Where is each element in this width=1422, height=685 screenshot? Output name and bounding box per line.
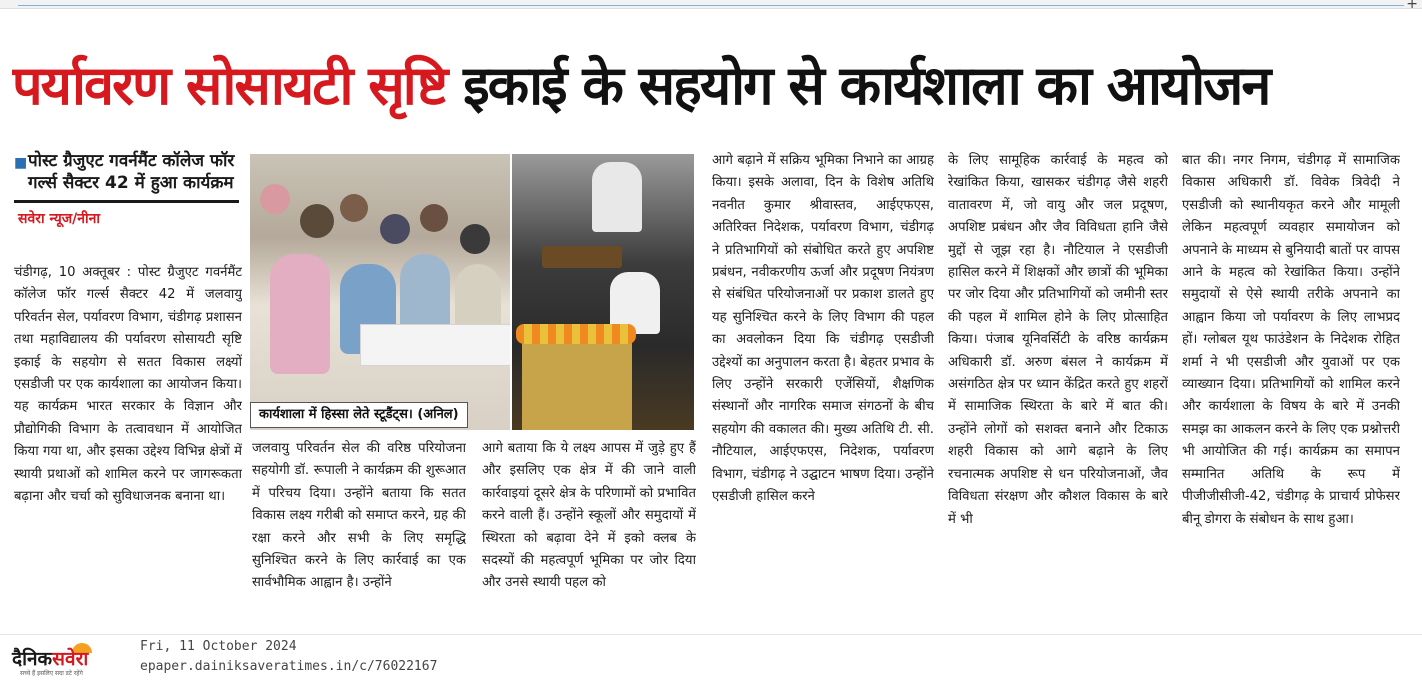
speakers-photo: [512, 154, 694, 430]
subheading-block: [14, 150, 239, 228]
audience-photo: [250, 154, 510, 430]
logo-tagline: सच्चे हैं इसलिए सदा डटे रहेंगे: [20, 670, 83, 677]
podium-2: [522, 334, 632, 430]
byline: सवेरा न्यूज/नीना: [18, 211, 101, 227]
article-column-3: आगे बताया कि ये लक्ष्य आपस में जुड़े हुए हैं और इसलिए एक क्षेत्र में की जाने वाली कार्रवाइयां दूसरे क्षेत्र के परिणामों को प्रभावित करने वाली हैं। उन्होंने स्कूलों और समुदायों में स्थिरता को बढ़ावा देने में इको क्लब के सदस्यों की महत्वपूर्ण भूमिका पर जोर दिया और उनसे स्थायी पहल को: [482, 441, 696, 591]
photo-caption: कार्यशाला में हिस्सा लेते स्टूडैंट्स। (अनिल): [250, 402, 468, 428]
article-column-1: चंडीगढ़, 10 अक्तूबर : पोस्ट ग्रैजुएट गवर्नमैंट कॉलेज फॉर गर्ल्स सैक्टर 42 में जलवायु परिवर्तन सेल, पर्यावरण विभाग, चंडीगढ़ प्रशासन तथा महाविद्यालय की पर्यावरण सोसायटी सृष्टि इकाई के सहयोग से सतत विकास लक्ष्यों एसडीजी पर एक कार्यशाला का आयोजन किया। यह कार्यक्रम भारत सरकार के विज्ञान और प्रौद्योगिकी विभाग के तत्वावधान में आयोजित किया गया था, और इसका उद्देश्य विभिन्न क्षेत्रों में स्थायी प्रथाओं को शामिल करने पर जागरूकता बढ़ाना और चर्चा को सुविधाजनक बनाना था।: [14, 265, 242, 505]
edition-date: Fri, 11 October 2024: [140, 639, 297, 654]
epaper-link[interactable]: epaper.dainiksaveratimes.in/c/76022167: [140, 659, 438, 674]
front-table: [360, 324, 510, 366]
article-column-2: जलवायु परिवर्तन सेल की वरिष्ठ परियोजना सहयोगी डॉ. रूपाली ने कार्यक्रम की शुरूआत में परिचय दिया। उन्होंने बताया कि सतत विकास लक्ष्य गरीबी को समाप्त करने, ग्रह की रक्षा करने और सभी के लिए समृद्धि सुनिश्चित करने के लिए कार्रवाई का एक सार्वभौमिक आह्वान है। उन्होंने: [252, 441, 466, 591]
newspaper-logo[interactable]: [12, 647, 122, 681]
subheading: [14, 150, 239, 194]
subheading-rule: [14, 200, 239, 203]
expand-plus-icon[interactable]: +: [1406, 0, 1418, 12]
article-column-6: बात की। नगर निगम, चंडीगढ़ में सामाजिक विकास अधिकारी डॉ. विवेक त्रिवेदी ने एसडीजी को स्थानीयकृत करने और मामूली लेकिन महत्वपूर्ण व्यवहार समायोजन को अपनाने के माध्यम से बुनियादी बातों पर वापस आने के महत्व को रेखांकित किया। उन्होंने समुदायों से ऐसे स्थायी तरीके अपनाने का आह्वान किया जो पर्यावरण के लिए लाभप्रद हों। ग्लोबल यूथ फाउंडेशन के निदेशक रोहित शर्मा ने भी एसडीजी और युवाओं पर एक व्याख्यान दिया। प्रतिभागियों को शामिल करने और कार्यशाला के विषय के बारे में उनकी समझ का आकलन करने के लिए एक प्रश्नोत्तरी भी आयोजित की गई। कार्यक्रम का समापन सम्मानित अतिथि के रूप में पीजीजीसीजी-42, चंडीगढ़ के प्राचार्य प्रोफेसर बीनू डोगरा के संबोधन के साथ हुआ।: [1182, 153, 1400, 527]
logo-text: [12, 647, 88, 671]
headline-black-part: इकाई के सहयोग से कार्यशाला का आयोजन: [463, 54, 1270, 117]
subheading-text: पोस्ट ग्रैजुएट गवर्नमैंट कॉलेज फॉर गर्ल्स सैक्टर 42 में हुआ कार्यक्रम: [28, 151, 235, 193]
article-column-4: आगे बढ़ाने में सक्रिय भूमिका निभाने का आग्रह किया। इसके अलावा, दिन के विशेष अतिथि नवनीत कुमार श्रीवास्तव, आईएफएस, अतिरिक्त निदेशक, पर्यावरण विभाग, चंडीगढ़ ने प्रतिभागियों को संबोधित करते हुए अपशिष्ट प्रबंधन, नवीकरणीय ऊर्जा और प्रदूषण नियंत्रण से संबंधित परियोजनाओं पर प्रकाश डालते हुए यह सुनिश्चित करने के लिए विभाग की पहल का अवलोकन दिया कि चंडीगढ़ एसडीजी उद्देश्यों का अनुपालन करता है। बेहतर प्रभाव के लिए उन्होंने सरकारी एजेंसियों, शैक्षणिक संस्थानों और नागरिक समाज संगठनों के बीच सहयोग की वकालत की। मुख्य अतिथि टी. सी. नौटियाल, आईएफएस, निदेशक, पर्यावरण विभाग, चंडीगढ़ ने उद्घाटन भाषण दिया। उन्होंने एसडीजी हासिल करने: [712, 153, 934, 505]
flower-decoration: [516, 324, 636, 344]
square-bullet-icon: ■: [14, 155, 28, 171]
article-column-5: के लिए सामूहिक कार्रवाई के महत्व को रेखांकित किया, खासकर चंडीगढ़ जैसे शहरी वातावरण में, जो वायु और जल प्रदूषण, अपशिष्ट प्रबंधन और जैव विविधता हानि जैसे मुद्दों से जूझ रहा है। नौटियाल ने एसडीजी हासिल करने में शिक्षकों और छात्रों की भूमिका पर जोर दिया और प्रतिभागियों को जमीनी स्तर की पहल में शामिल होने के लिए प्रोत्साहित किया। पंजाब यूनिवर्सिटी के वरिष्ठ कार्यक्रम अधिकारी डॉ. अरुण बंसल ने कार्यक्रम में असंगठित क्षेत्र पर ध्यान केंद्रित करते हुए शहरों में सामाजिक स्थिरता के बारे में बात की। उन्होंने लोगों को सशक्त बनाने और टिकाऊ शहरी विकास को आगे बढ़ाने के लिए रचनात्मक अपशिष्ट से धन परियोजनाओं, जैव विविधता संरक्षण और कौशल विकास के बारे में भी: [948, 153, 1168, 527]
speaker-figure: [592, 162, 642, 232]
podium: [542, 246, 622, 268]
headline-red-part: पर्यावरण सोसायटी सृष्टि: [12, 54, 447, 117]
article-photo: [250, 154, 694, 430]
logo-main: दैनिक: [12, 648, 53, 670]
top-rule: [18, 5, 1404, 6]
logo-accent: सवेरा: [52, 648, 89, 670]
footer-bar: [0, 634, 1422, 685]
top-toolbar: [0, 0, 1422, 9]
headline: [12, 44, 1412, 128]
